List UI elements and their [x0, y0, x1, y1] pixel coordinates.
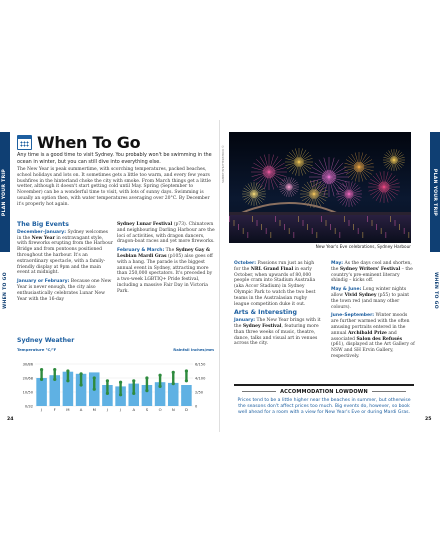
temperature-high-dot [66, 369, 69, 372]
temperature-low-dot [145, 389, 148, 392]
temperature-high-dot [185, 369, 188, 372]
temperature-high-dot [158, 374, 161, 377]
month-label: J [41, 407, 43, 412]
temperature-high-dot [119, 381, 122, 384]
rainfall-tick-label: 6/150 [195, 362, 206, 367]
rainfall-bar [36, 378, 47, 406]
month-label: M [92, 407, 96, 412]
temperature-low-dot [106, 392, 109, 395]
when-to-go-label-left: WHEN TO GO [2, 271, 8, 309]
rainfall-axis-label: Rainfall inches/mm [173, 347, 214, 352]
when-to-go-label-right: WHEN TO GO [432, 271, 438, 309]
june-september-entry: June–September: Winter moods are further warmed with the often amusing portraits entered in the annual Archibald Prize and associated Salon des Refusés (p61), displayed at the Art Gallery of NSW and SH Ervin Gallery, respectively. [331, 313, 415, 359]
temperature-tick-label: 20/68 [22, 376, 33, 381]
month-label: S [145, 407, 149, 412]
page-title: When To Go [37, 132, 141, 152]
february-march-entry: February & March: The Sydney Gay & Lesbian Mardi Gras (p105) also goes off with a bang. The parade is the biggest annual event in Sydney, attracting more than 250,000 spectators. It's preceded by a two-week LGBTIQ+ Pride festival, including a massive Fair Day in Victoria Park. [117, 248, 213, 294]
temperature-high-dot [53, 368, 56, 371]
month-label: M [66, 407, 70, 412]
temperature-high-dot [145, 376, 148, 379]
temperature-low-dot [172, 382, 175, 385]
october-entry: October: Passions run just as high for the NRL Grand Final in early October, when upwards of 80,000 people cram into Stadium Australia (aka Accor Stadium) in Sydney Olympic Park to watch the two best teams in the Australasian rugby league competition duke it out. [234, 261, 316, 307]
temperature-high-dot [93, 376, 96, 379]
photo-credit: SAMBIT/SHUTTERSTOCK © [221, 145, 225, 183]
arts-heading: Arts & Interesting [234, 309, 297, 317]
calendar-icon [17, 135, 32, 150]
month-label: F [53, 407, 56, 412]
title-row [17, 133, 140, 151]
may-entry: May: As the days cool and shorten, the Sydney Writers' Festival – the country's pre-eminent literary shindig – kicks off. [331, 261, 413, 284]
fireworks-image [229, 132, 411, 243]
right-column-2 [331, 261, 416, 363]
temperature-low-dot [53, 378, 56, 381]
month-label: D [184, 407, 188, 412]
rainfall-bar [168, 383, 179, 406]
weather-heading: Sydney Weather [17, 337, 75, 344]
temperature-low-dot [79, 383, 82, 386]
fireworks-photo [229, 132, 411, 243]
page-number-right: 25 [425, 417, 432, 422]
temperature-low-dot [132, 392, 135, 395]
temperature-tick-label: 10/50 [22, 390, 33, 395]
temperature-high-dot [132, 379, 135, 382]
month-label: A [132, 407, 136, 412]
temperature-high-dot [172, 371, 175, 374]
weather-chart [13, 346, 218, 414]
temperature-low-dot [158, 385, 161, 388]
rainfall-tick-label: 4/100 [195, 376, 206, 381]
month-label: N [171, 407, 175, 412]
month-label: A [79, 407, 83, 412]
temperature-low-dot [40, 378, 43, 381]
temperature-tick-label: 0/32 [24, 404, 33, 409]
month-label: J [106, 407, 108, 412]
accommodation-text: Prices tend to be a little higher near the beaches in summer, but otherwise the seasons don't affect prices too much. Big events do, however, so book well ahead for a room with a view for New Year's Eve or during Mardi Gras. [237, 398, 411, 415]
accommodation-rule [234, 384, 414, 386]
plan-your-trip-tab-right: PLAN YOUR TRIP [430, 132, 440, 252]
temperature-high-dot [79, 372, 82, 375]
rainfall-bar [181, 385, 192, 406]
temperature-low-dot [66, 379, 69, 382]
month-label: O [158, 407, 162, 412]
temperature-low-dot [119, 393, 122, 396]
january-february-entry: January or February: Because one New Year is never enough, the city also enthusiastically celebrates Lunar New Year with the 16-day [17, 279, 112, 302]
month-label: J [120, 407, 122, 412]
temperature-axis-label: Temperature °C/°F [17, 347, 57, 352]
arts-january-entry: January: The New Year brings with it the Sydney Festival, featuring more than three weeks of music, theatre, dance, talks and visual art in venues across the city. [234, 318, 321, 347]
temperature-low-dot [185, 379, 188, 382]
lunar-festival-entry: Sydney Lunar Festival (p73). Chinatown and neighbouring Darling Harbour are the loci of activities, with dragon dancers, dragon-boat races and yet more fireworks. [117, 222, 215, 245]
photo-caption: New Year's Eve celebrations, Sydney Harbour [315, 244, 411, 249]
weather-chart-svg [13, 346, 218, 414]
big-events-heading: The Big Events [17, 221, 69, 228]
may-june-entry: May & June: Long winter nights allow Vivid Sydney (p55) to paint the town red (and many other colours). [331, 287, 410, 310]
rainfall-tick-label: 0 [195, 404, 198, 409]
temperature-high-dot [106, 379, 109, 382]
plan-your-trip-tab-left: PLAN YOUR TRIP [0, 132, 10, 252]
temperature-high-dot [40, 368, 43, 371]
big-events-column-2 [117, 222, 215, 298]
page-number-left: 24 [7, 417, 14, 422]
body-paragraph: The New Year is peak summertime, with scorching temperatures, packed beaches, school holidays and lots on. It sometimes gets a little too warm, and every few years bushfires in the hinterland choke the city with smoke. From March things get a little wetter, although it doesn't start getting cold until May. Spring (September to November) can be a wonderful time to visit, with lots of sunny days. Swimming is usually an option then, with water temperatures averaging over 20°C. By December it's properly hot again. [17, 167, 211, 207]
intro-paragraph: Any time is a good time to visit Sydney. You probably won't be swimming in the ocean in winter, but you can still dive into everything else. [17, 152, 212, 165]
temperature-tick-label: 30/86 [22, 362, 33, 367]
accommodation-title: ACCOMMODATION LOWDOWN [280, 389, 368, 395]
rainfall-tick-label: 2/50 [195, 390, 204, 395]
big-events-column-1 [17, 222, 113, 305]
book-spread [0, 120, 440, 432]
temperature-low-dot [93, 388, 96, 391]
right-column-1 [234, 261, 322, 350]
december-entry: December–January: Sydney welcomes in the New Year in extravagant style, with fireworks erupting from the Harbour Bridge and from pontoons positioned throughout the harbour. It's an extraordinary spectacle, with a family-friendly display at 9pm and the main event at midnight. [17, 229, 113, 276]
